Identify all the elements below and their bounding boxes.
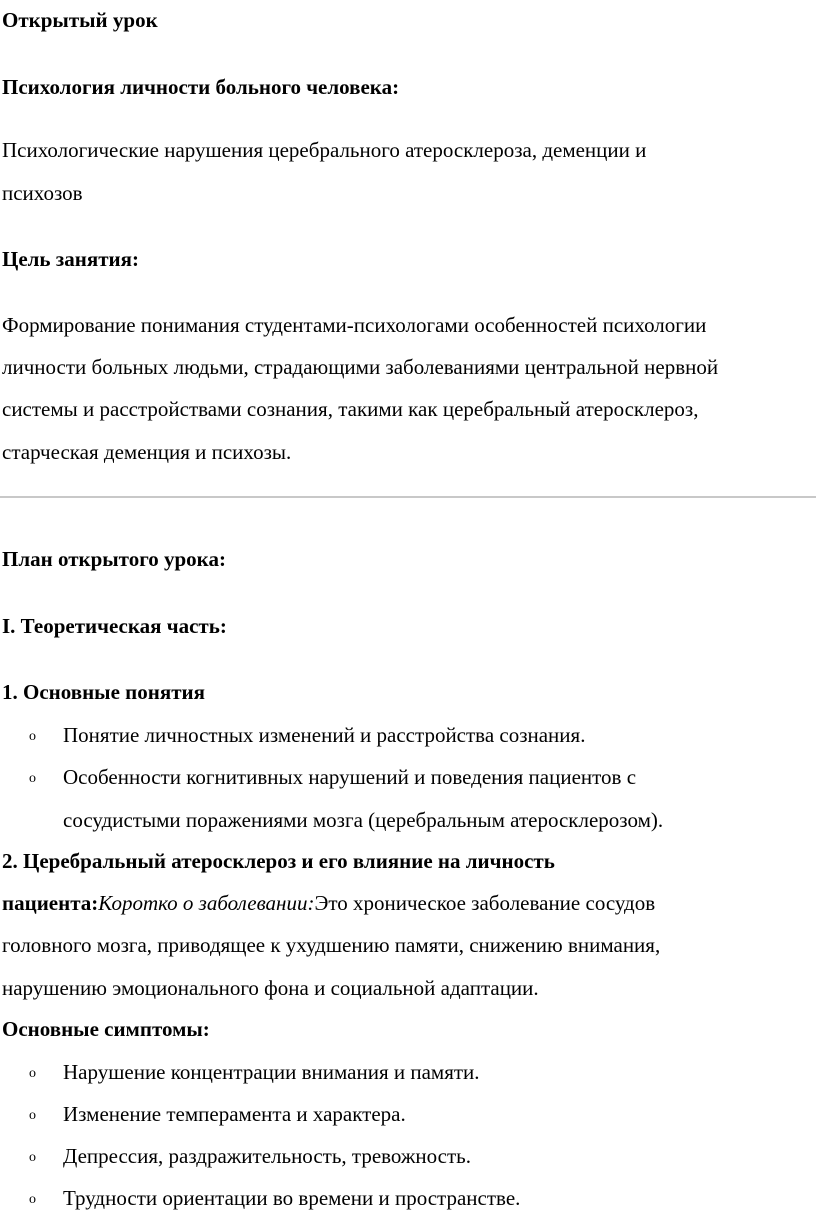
symptom-list-item — [0, 1186, 816, 1210]
goal-text-line-4: старческая деменция и психозы. — [2, 440, 292, 464]
bullet-circle-icon: o — [29, 1066, 36, 1081]
plan-heading: План открытого урока: — [2, 547, 226, 571]
section-2-heading-continuation: пациента: — [2, 891, 99, 915]
disease-description-line-2: головного мозга, приводящее к ухудшению памяти, снижению внимания, — [2, 933, 661, 957]
section-1-heading: 1. Основные понятия — [2, 680, 205, 704]
open-lesson-heading: Открытый урок — [2, 8, 158, 32]
symptom-text: Нарушение концентрации внимания и памяти. — [63, 1060, 480, 1084]
symptom-text: Изменение темперамента и характера. — [63, 1102, 406, 1126]
symptom-text: Депрессия, раздражительность, тревожность. — [63, 1144, 472, 1168]
symptom-text: Трудности ориентации во времени и пространстве. — [63, 1186, 521, 1210]
goal-text-line-1: Формирование понимания студентами-психологами особенностей психологии — [2, 313, 707, 337]
topic-text-line-1: Психологические нарушения церебрального атеросклероза, деменции и — [2, 138, 647, 162]
concepts-item-text: Понятие личностных изменений и расстройства сознания. — [63, 723, 586, 747]
bullet-circle-icon: o — [29, 1150, 36, 1165]
bullet-circle-icon: o — [29, 1192, 36, 1207]
section-2-heading: 2. Церебральный атеросклероз и его влияние на личность — [2, 849, 555, 873]
topic-text-line-2: психозов — [2, 181, 83, 205]
symptom-list-item — [0, 1144, 816, 1168]
part-one-heading: I. Теоретическая часть: — [2, 614, 227, 638]
bullet-circle-icon: o — [29, 771, 36, 786]
disease-description: Это хроническое заболевание сосудов — [314, 891, 656, 915]
goal-text-line-3: системы и расстройствами сознания, такими как церебральный атеросклероз, — [2, 397, 699, 421]
goal-heading: Цель занятия: — [2, 247, 139, 271]
concepts-list-item — [0, 765, 816, 789]
concepts-item-text-continuation: сосудистыми поражениями мозга (церебральным атеросклерозом). — [63, 808, 664, 832]
topic-heading: Психология личности больного человека: — [2, 75, 400, 99]
bullet-circle-icon: o — [29, 729, 36, 744]
horizontal-divider — [0, 496, 816, 498]
concepts-list-item — [0, 723, 816, 747]
section-2-first-line — [2, 891, 655, 915]
concepts-item-text: Особенности когнитивных нарушений и поведения пациентов с — [63, 765, 637, 789]
bullet-circle-icon: o — [29, 1108, 36, 1123]
disease-intro-label: Коротко о заболевании: — [98, 891, 315, 915]
goal-text-line-2: личности больных людьми, страдающими заболеваниями центральной нервной — [2, 355, 719, 379]
symptom-list-item — [0, 1060, 816, 1084]
symptom-list-item — [0, 1102, 816, 1126]
symptoms-heading: Основные симптомы: — [2, 1017, 210, 1041]
disease-description-line-3: нарушению эмоционального фона и социальной адаптации. — [2, 976, 539, 1000]
